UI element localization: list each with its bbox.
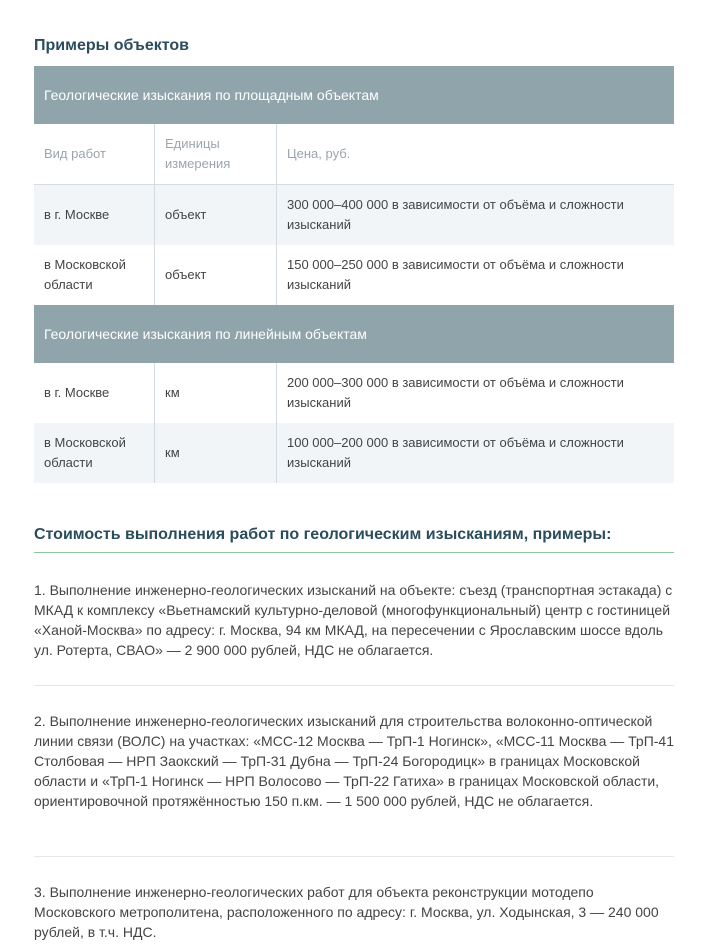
column-header-type: Вид работ (34, 124, 155, 185)
column-header-row (34, 124, 674, 185)
cost-examples-title: Стоимость выполнения работ по геологическим изысканиям, примеры: (34, 526, 674, 553)
table-row (34, 185, 674, 246)
price-table (34, 66, 674, 483)
table-row (34, 423, 674, 483)
section-title: Примеры объектов (34, 37, 189, 54)
cell-unit: км (155, 363, 277, 423)
divider (34, 856, 674, 857)
cell-type: в Московской области (34, 423, 155, 483)
table-row (34, 245, 674, 305)
example-item: 3. Выполнение инженерно-геологических работ для объекта реконструкции мотодепо Московского метрополитена, расположенного по адресу: г. Москва, ул. Ходынская, 3 — 240 000 рублей, в т.ч. НДС. (34, 884, 659, 940)
column-header-price: Цена, руб. (277, 124, 675, 185)
cell-unit: объект (155, 245, 277, 305)
group-header: Геологические изыскания по линейным объектам (34, 305, 674, 363)
cell-unit: объект (155, 185, 277, 246)
group-header-row (34, 66, 674, 124)
table-row (34, 363, 674, 423)
group-header: Геологические изыскания по площадным объектам (34, 66, 674, 124)
cell-price: 100 000–200 000 в зависимости от объёма и сложности изысканий (277, 423, 675, 483)
cell-unit: км (155, 423, 277, 483)
example-item: 2. Выполнение инженерно-геологических изысканий для строительства волоконно-оптической линии связи (ВОЛС) на участках: «МСС-12 Москва — ТрП-1 Ногинск», «МСС-11 Москва — ТрП-41 Столбовая — НРП Заокский — ТрП-31 Дубна — ТрП-24 Богородицк» в границах Московской области и «ТрП-1 Ногинск — НРП Волосово — ТрП-22 Гатиха» в границах Московской области, ориентировочной протяжённостью 150 п.км. — 1 500 000 рублей, НДС не облагается. (34, 713, 675, 809)
cell-type: в Московской области (34, 245, 155, 305)
divider (34, 685, 674, 686)
column-header-unit: Единицы измерения (155, 124, 277, 185)
example-item: 1. Выполнение инженерно-геологических изысканий на объекте: съезд (транспортная эстакада) с МКАД к комплексу «Вьетнамский культурно-деловой (многофункциональный) центр с гостиницей «Ханой-Москва» по адресу: г. Москва, 94 км МКАД, на пересечении с Ярославским шоссе вдоль ул. Ротерта, СВАО» — 2 900 000 рублей, НДС не облагается. (34, 582, 673, 658)
cell-price: 150 000–250 000 в зависимости от объёма и сложности изысканий (277, 245, 675, 305)
cell-price: 200 000–300 000 в зависимости от объёма и сложности изысканий (277, 363, 675, 423)
cell-type: в г. Москве (34, 363, 155, 423)
cell-price: 300 000–400 000 в зависимости от объёма и сложности изысканий (277, 185, 675, 246)
cell-type: в г. Москве (34, 185, 155, 246)
group-header-row (34, 305, 674, 363)
